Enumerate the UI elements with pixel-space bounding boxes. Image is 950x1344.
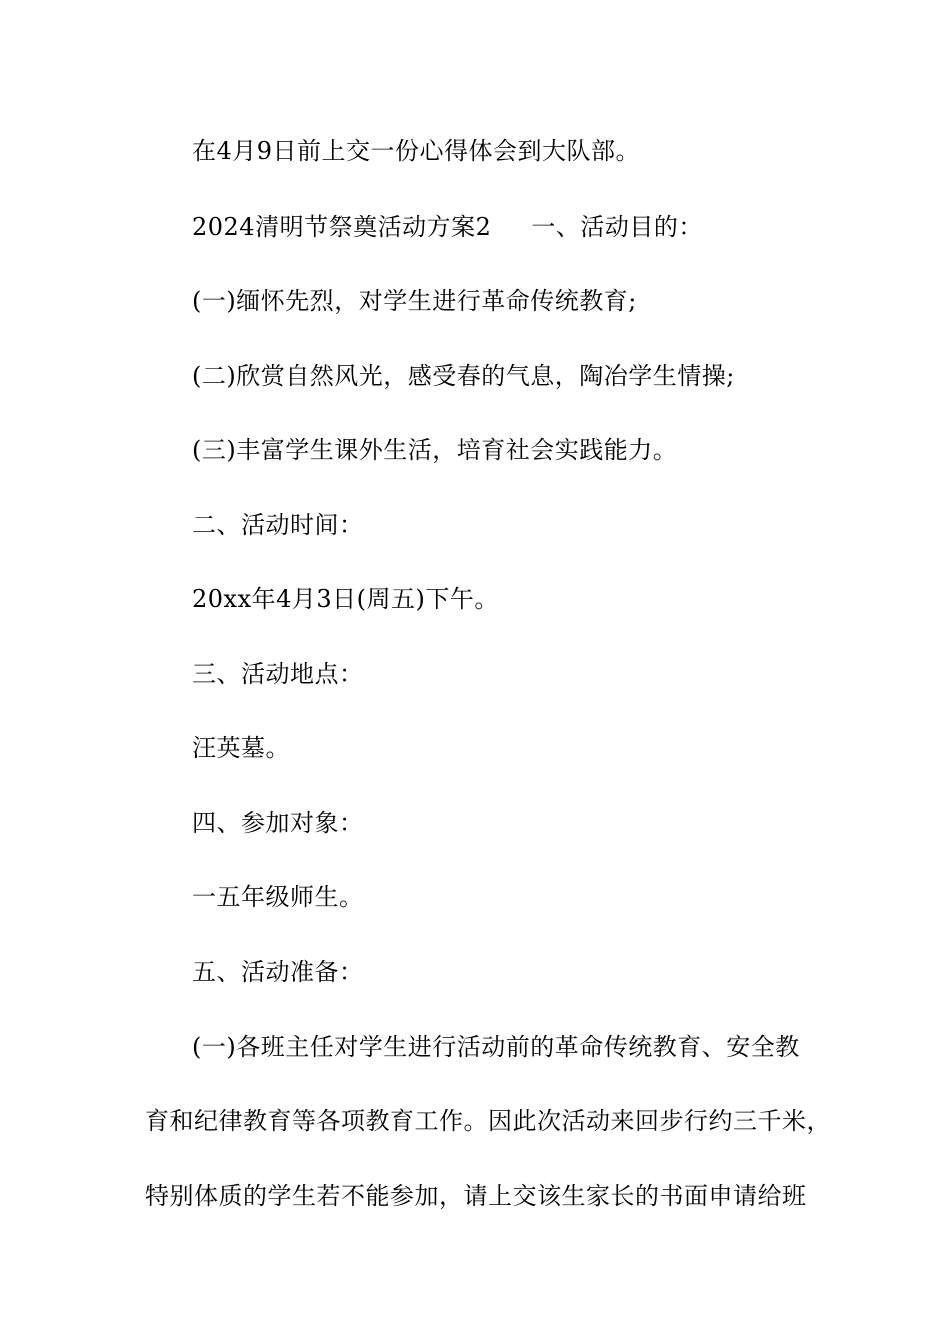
section-heading: 四、参加对象： (192, 809, 364, 837)
paragraph-line: 一五年级师生。 (192, 883, 364, 911)
section-heading: 三、活动地点： (192, 660, 364, 688)
section-heading: 二、活动时间： (192, 511, 364, 539)
section-heading: 一、活动目的： (531, 213, 703, 241)
paragraph-line: (一)缅怀先烈，对学生进行革命传统教育; (192, 287, 637, 315)
plan-title: 2024清明节祭奠活动方案2 (192, 213, 492, 241)
paragraph-line: (三)丰富学生课外生活，培育社会实践能力。 (192, 436, 678, 464)
paragraph-line: (二)欣赏自然风光，感受春的气息，陶冶学生情操; (192, 362, 735, 390)
section-title-line (192, 212, 703, 242)
section-heading: 五、活动准备： (192, 958, 364, 986)
paragraph-line: 特别体质的学生若不能参加，请上交该生家长的书面申请给班 (145, 1182, 807, 1210)
paragraph-line: 20xx年4月3日(周五)下午。 (192, 585, 499, 613)
paragraph-line: (一)各班主任对学生进行活动前的革命传统教育、安全教 (192, 1033, 800, 1061)
paragraph-line: 在4月9日前上交一份心得体会到大队部。 (192, 137, 641, 165)
paragraph-line: 汪英墓。 (192, 734, 290, 762)
paragraph-line: 育和纪律教育等各项教育工作。因此次活动来回步行约三千米， (145, 1107, 831, 1135)
